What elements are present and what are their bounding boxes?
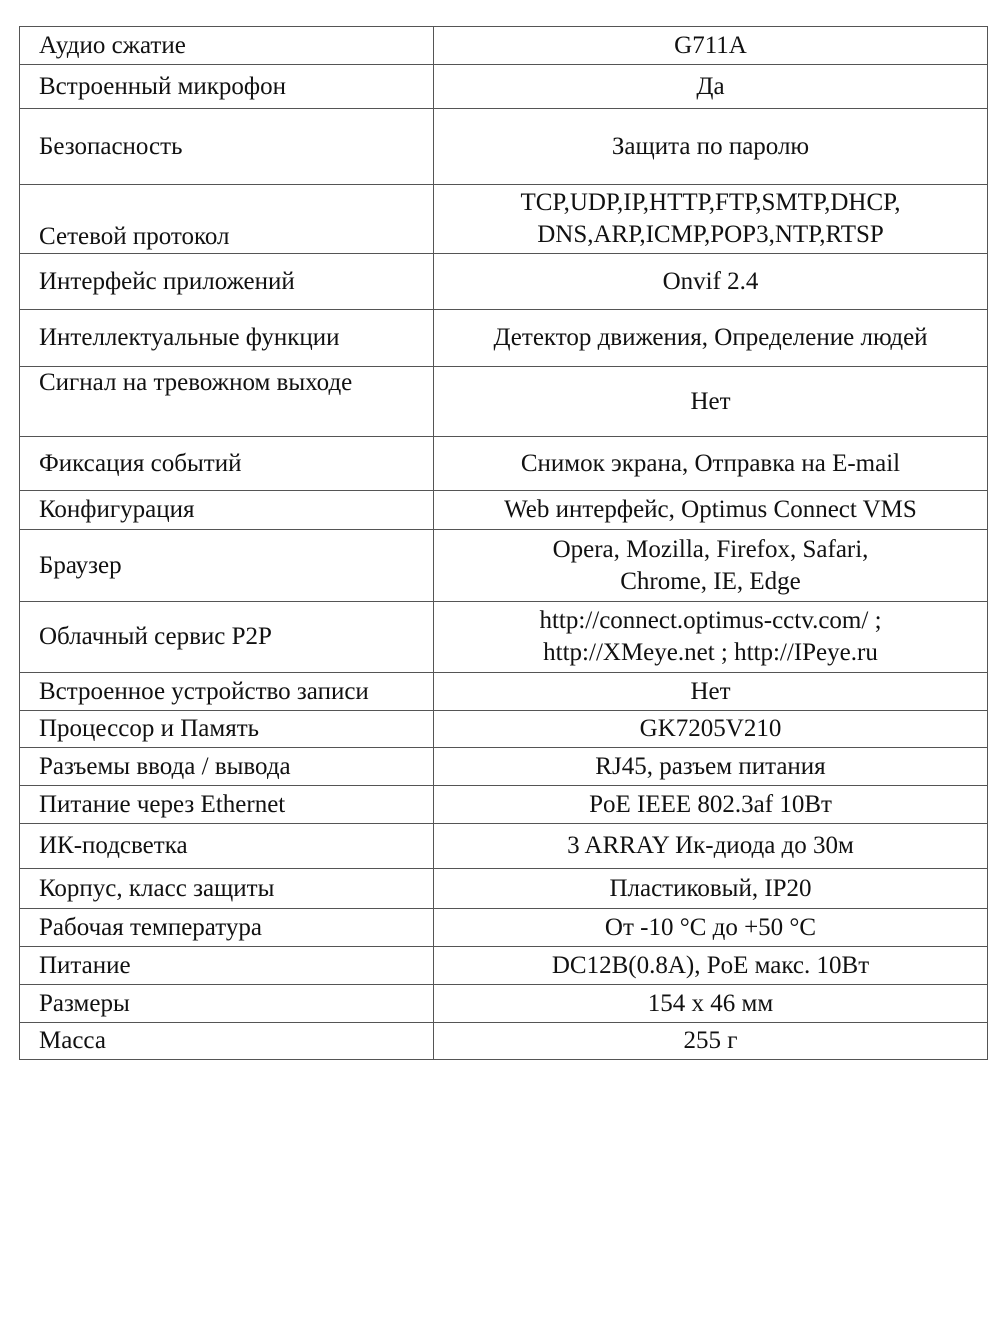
spec-value xyxy=(434,947,988,985)
spec-label: Облачный сервис P2P xyxy=(20,602,434,673)
table-row xyxy=(20,65,988,109)
table-row xyxy=(20,786,988,824)
spec-label: Интеллектуальные функции xyxy=(20,310,434,367)
table-row xyxy=(20,109,988,185)
spec-value xyxy=(434,530,988,602)
spec-value-line: Web интерфейс, Optimus Connect VMS xyxy=(504,496,917,523)
table-row xyxy=(20,491,988,530)
spec-value-line: Нет xyxy=(690,387,731,415)
spec-value-line: 154 x 46 мм xyxy=(647,989,774,1017)
spec-value xyxy=(434,109,988,185)
spec-value-line: 3 ARRAY Ик-диода до 30м xyxy=(567,832,854,859)
spec-value-line: 255 г xyxy=(683,1027,738,1054)
spec-value-line: Opera, Mozilla, Firefox, Safari, xyxy=(552,535,869,563)
table-row xyxy=(20,367,988,437)
spec-value-line: G711A xyxy=(674,31,747,59)
spec-value-line: http://connect.optimus-cctv.com/ ; xyxy=(539,607,882,634)
spec-value-line: RJ45, разъем питания xyxy=(595,752,826,780)
spec-value xyxy=(434,786,988,824)
spec-value xyxy=(434,185,988,254)
spec-value-line: TCP,UDP,IP,HTTP,FTP,SMTP,DHCP, xyxy=(520,189,901,216)
spec-label: Безопасность xyxy=(20,109,434,185)
spec-value xyxy=(434,748,988,786)
spec-value-line: http://XMeye.net ; http://IPeye.ru xyxy=(543,639,878,666)
spec-value xyxy=(434,437,988,491)
spec-value xyxy=(434,367,988,437)
spec-label: Фиксация событий xyxy=(20,437,434,491)
spec-label: Браузер xyxy=(20,530,434,602)
spec-label: Корпус, класс защиты xyxy=(20,869,434,909)
spec-value-line: Детектор движения, Определение людей xyxy=(493,324,928,351)
table-row xyxy=(20,310,988,367)
table-row xyxy=(20,185,988,254)
spec-label: Интерфейс приложений xyxy=(20,254,434,310)
table-row xyxy=(20,947,988,985)
spec-value-line: Onvif 2.4 xyxy=(662,267,759,295)
table-row xyxy=(20,254,988,310)
spec-label: Сигнал на тревожном выходе xyxy=(20,367,434,437)
spec-value-line: Да xyxy=(696,72,725,100)
spec-value-line: Пластиковый, IP20 xyxy=(609,874,812,902)
spec-label: Питание xyxy=(20,947,434,985)
spec-value xyxy=(434,1023,988,1060)
spec-value xyxy=(434,673,988,711)
table-row xyxy=(20,437,988,491)
table-row xyxy=(20,985,988,1023)
spec-label: Аудио сжатие xyxy=(20,27,434,65)
table-row xyxy=(20,711,988,748)
spec-value xyxy=(434,602,988,673)
spec-value-line: DNS,ARP,ICMP,POP3,NTP,RTSP xyxy=(537,221,884,248)
table-row xyxy=(20,602,988,673)
table-row xyxy=(20,824,988,869)
table-row xyxy=(20,1023,988,1060)
spec-value xyxy=(434,824,988,869)
spec-value xyxy=(434,985,988,1023)
spec-value xyxy=(434,869,988,909)
spec-value xyxy=(434,909,988,947)
spec-value-line: Нет xyxy=(690,677,731,705)
spec-value xyxy=(434,491,988,530)
spec-value-line: Снимок экрана, Отправка на E-mail xyxy=(520,449,901,477)
table-row xyxy=(20,27,988,65)
spec-value-line: Chrome, IE, Edge xyxy=(620,567,801,595)
spec-label: ИК-подсветка xyxy=(20,824,434,869)
spec-value-line: GK7205V210 xyxy=(639,715,782,742)
spec-label: Встроенный микрофон xyxy=(20,65,434,109)
spec-label: Процессор и Память xyxy=(20,711,434,748)
spec-value xyxy=(434,711,988,748)
spec-label: Питание через Ethernet xyxy=(20,786,434,824)
spec-label: Рабочая температура xyxy=(20,909,434,947)
spec-label: Разъемы ввода / вывода xyxy=(20,748,434,786)
spec-label: Конфигурация xyxy=(20,491,434,530)
spec-value-line: DC12В(0.8А), PoE макс. 10Вт xyxy=(551,951,870,979)
table-row xyxy=(20,673,988,711)
spec-label: Сетевой протокол xyxy=(20,185,434,254)
table-row xyxy=(20,530,988,602)
spec-value-line: От -10 °C до +50 °C xyxy=(604,913,817,941)
spec-value-line: Защита по паролю xyxy=(611,132,810,160)
spec-value xyxy=(434,65,988,109)
table-row xyxy=(20,909,988,947)
spec-label: Встроенное устройство записи xyxy=(20,673,434,711)
table-row xyxy=(20,869,988,909)
spec-value xyxy=(434,254,988,310)
table-row xyxy=(20,748,988,786)
spec-label: Размеры xyxy=(20,985,434,1023)
spec-value xyxy=(434,310,988,367)
spec-value-line: PoE IEEE 802.3af 10Вт xyxy=(589,790,832,818)
spec-value xyxy=(434,27,988,65)
spec-label: Масса xyxy=(20,1023,434,1060)
specifications-table xyxy=(19,26,988,1060)
